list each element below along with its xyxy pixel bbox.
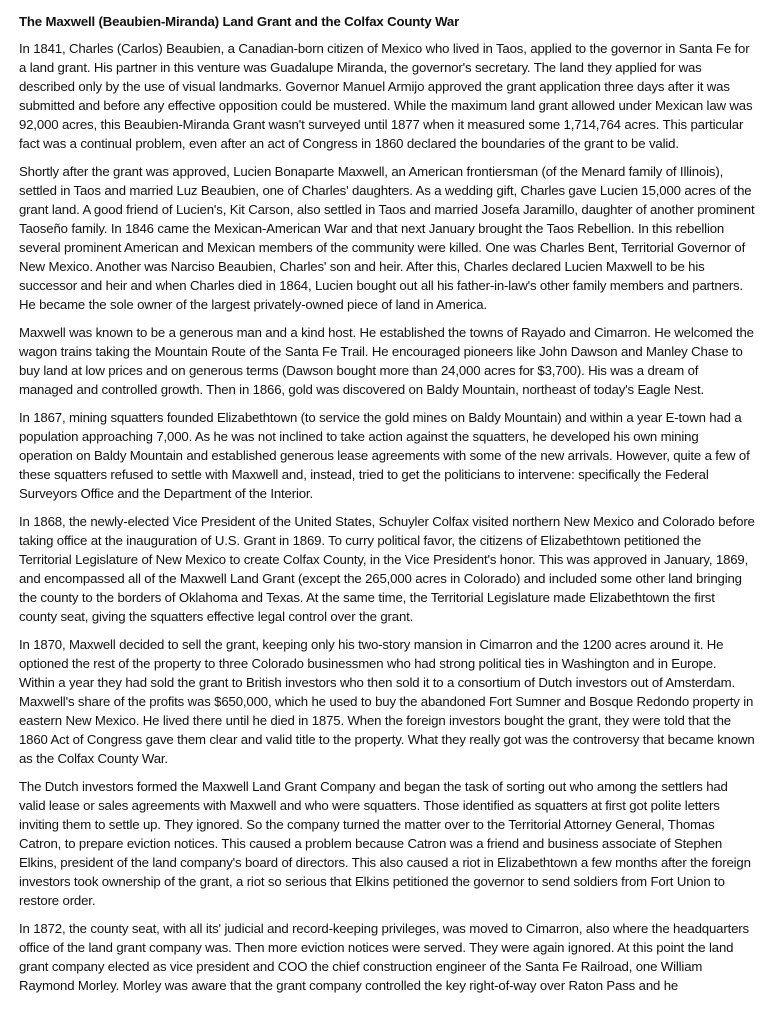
paragraph-2: Shortly after the grant was approved, Lucien Bonaparte Maxwell, an American frontiersman (of the Menard family of Illinois), settled in Taos and married Luz Beaubien, one of Charles' daughters. As a wedding gift, Charles gave Lucien 15,000 acres of the grant land. A good friend of Lucien's, Kit Carson, also settled in Taos and married Josefa Jaramillo, daughter of another prominent Taoseño family. In 1846 came the Mexican-American War and that next January brought the Taos Rebellion. In this rebellion several prominent American and Mexican members of the community were killed. One was Charles Bent, Territorial Governor of New Mexico. Another was Narciso Beaubien, Charles' son and heir. After this, Charles declared Lucien Maxwell to be his successor and heir and when Charles died in 1864, Lucien bought out all his father-in-law's other family members and partners. He became the sole owner of the largest privately-owned piece of land in America. bbox=[19, 164, 755, 312]
paragraph-5: In 1868, the newly-elected Vice President of the United States, Schuyler Colfax visited northern New Mexico and Colorado before taking office at the inauguration of U.S. Grant in 1869. To curry political favor, the citizens of Elizabethtown petitioned the Territorial Legislature of New Mexico to create Colfax County, in the Vice President's honor. This was approved in January, 1869, and encompassed all of the Maxwell Land Grant (except the 265,000 acres in Colorado) and included some other land bringing the county to the borders of Oklahoma and Texas. At the same time, the Territorial Legislature made Elizabethtown the first county seat, giving the squatters effective legal control over the grant. bbox=[19, 514, 755, 624]
paragraph-7: The Dutch investors formed the Maxwell Land Grant Company and began the task of sorting out who among the settlers had valid lease or sales agreements with Maxwell and who were squatters. Those identified as squatters at first got polite letters inviting them to settle up. They ignored. So the company turned the matter over to the Territorial Attorney General, Thomas Catron, to prepare eviction notices. This caused a problem because Catron was a friend and business associate of Stephen Elkins, president of the land company's board of directors. This also caused a riot in Elizabethtown a few months after the foreign investors took ownership of the grant, a riot so serious that Elkins petitioned the governor to send soldiers from Fort Union to restore order. bbox=[19, 779, 751, 908]
paragraph-1: In 1841, Charles (Carlos) Beaubien, a Canadian-born citizen of Mexico who lived in Taos, applied to the governor in Santa Fe for a land grant. His partner in this venture was Guadalupe Miranda, the governor's secretary. The land they applied for was described only by the use of visual landmarks. Governor Manuel Armijo approved the grant application three days after it was submitted and before any effective opposition could be mustered. While the maximum land grant allowed under Mexican law was 92,000 acres, this Beaubien-Miranda Grant wasn't surveyed until 1877 when it measured some 1,714,764 acres. This particular fact was a continual problem, even after an act of Congress in 1860 declared the boundaries of the grant to be valid. bbox=[19, 41, 753, 151]
paragraph-4: In 1867, mining squatters founded Elizabethtown (to service the gold mines on Baldy Mountain) and within a year E-town had a population approaching 7,000. As he was not inclined to take action against the squatters, he developed his own mining operation on Baldy Mountain and established generous lease agreements with some of the new arrivals. However, quite a few of these squatters refused to settle with Maxwell and, instead, tried to get the politicians to intervene: specifically the Federal Surveyors Office and the Department of the Interior. bbox=[19, 410, 750, 501]
paragraph-8: In 1872, the county seat, with all its' judicial and record-keeping privileges, was moved to Cimarron, also where the headquarters office of the land grant company was. Then more eviction notices were served. They were again ignored. At this point the land grant company elected as vice president and COO the chief construction engineer of the Santa Fe Railroad, one William Raymond Morley. Morley was aware that the grant company controlled the key right-of-way over Raton Pass and he bbox=[19, 921, 749, 993]
document-title: The Maxwell (Beaubien-Miranda) Land Grant and the Colfax County War bbox=[19, 14, 460, 29]
document-body bbox=[19, 12, 755, 1004]
paragraph-6: In 1870, Maxwell decided to sell the grant, keeping only his two-story mansion in Cimarron and the 1200 acres around it. He optioned the rest of the property to three Colorado businessmen who had strong political ties in Washington and in Europe. Within a year they had sold the grant to British investors who then sold it to a consortium of Dutch investors out of Amsterdam. Maxwell's share of the profits was $650,000, which he used to buy the abandoned Fort Sumner and Bosque Redondo property in eastern New Mexico. He lived there until he died in 1875. When the foreign investors bought the grant, they were told that the 1860 Act of Congress gave them clear and valid title to the property. What they really got was the controversy that became known as the Colfax County War. bbox=[19, 637, 755, 766]
paragraph-3: Maxwell was known to be a generous man and a kind host. He established the towns of Rayado and Cimarron. He welcomed the wagon trains taking the Mountain Route of the Santa Fe Trail. He encouraged pioneers like John Dawson and Manley Chase to buy land at low prices and on generous terms (Dawson bought more than 24,000 acres for $3,700). His was a dream of managed and controlled growth. Then in 1866, gold was discovered on Baldy Mountain, northeast of today's Eagle Nest. bbox=[19, 325, 754, 397]
